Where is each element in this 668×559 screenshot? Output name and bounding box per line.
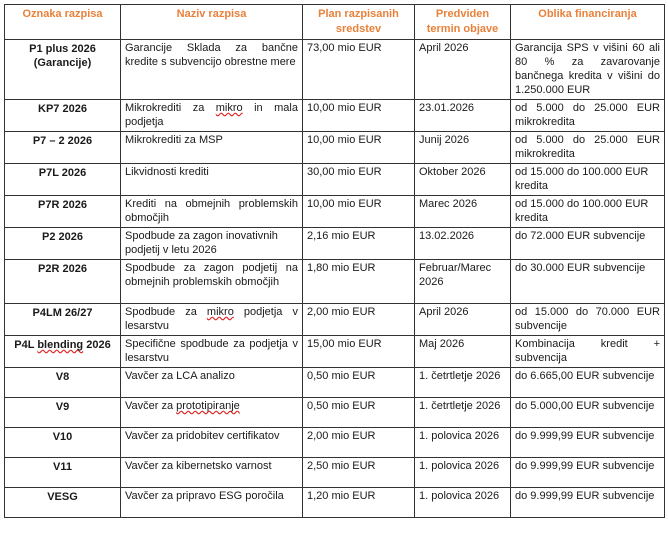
table-row bbox=[5, 260, 665, 304]
cell-form: do 5.000,00 EUR subvencije bbox=[511, 398, 665, 428]
cell-name: Vavčer za prototipiranje bbox=[121, 398, 303, 428]
cell-form: do 9.999,99 EUR subvencije bbox=[511, 458, 665, 488]
header-name: Naziv razpisa bbox=[121, 5, 303, 40]
cell-term: Februar/Marec 2026 bbox=[415, 260, 511, 304]
cell-code: P2R 2026 bbox=[5, 260, 121, 304]
cell-code: V10 bbox=[5, 428, 121, 458]
cell-name: Krediti na obmejnih problemskih območjih bbox=[121, 196, 303, 228]
cell-code: VESG bbox=[5, 488, 121, 518]
cell-form: do 6.665,00 EUR subvencije bbox=[511, 368, 665, 398]
cell-plan: 10,00 mio EUR bbox=[303, 196, 415, 228]
cell-name: Vavčer za pripravo ESG poročila bbox=[121, 488, 303, 518]
cell-code: V8 bbox=[5, 368, 121, 398]
cell-name: Garancije Sklada za bančne kredite s subvencijo obrestne mere bbox=[121, 40, 303, 100]
cell-term: Marec 2026 bbox=[415, 196, 511, 228]
cell-plan: 10,00 mio EUR bbox=[303, 100, 415, 132]
cell-form: do 30.000 EUR subvencije bbox=[511, 260, 665, 304]
cell-term: 13.02.2026 bbox=[415, 228, 511, 260]
spellcheck-mark: mikro bbox=[215, 102, 243, 114]
cell-plan: 1,80 mio EUR bbox=[303, 260, 415, 304]
cell-code: P2 2026 bbox=[5, 228, 121, 260]
cell-name: Vavčer za pridobitev certifikatov bbox=[121, 428, 303, 458]
cell-plan: 15,00 mio EUR bbox=[303, 336, 415, 368]
cell-name: Spodbude za zagon inovativnih podjetij v letu 2026 bbox=[121, 228, 303, 260]
cell-plan: 2,50 mio EUR bbox=[303, 458, 415, 488]
header-plan: Plan razpisanih sredstev bbox=[303, 5, 415, 40]
table-row bbox=[5, 40, 665, 100]
cell-term: Junij 2026 bbox=[415, 132, 511, 164]
cell-plan: 0,50 mio EUR bbox=[303, 368, 415, 398]
table-row bbox=[5, 398, 665, 428]
table-row bbox=[5, 132, 665, 164]
table-row bbox=[5, 196, 665, 228]
cell-name: Likvidnosti krediti bbox=[121, 164, 303, 196]
table-row bbox=[5, 164, 665, 196]
header-term: Predviden termin objave bbox=[415, 5, 511, 40]
cell-term: 1. polovica 2026 bbox=[415, 428, 511, 458]
cell-code: P7L 2026 bbox=[5, 164, 121, 196]
cell-form: do 72.000 EUR subvencije bbox=[511, 228, 665, 260]
cell-code: P4L blending 2026 bbox=[5, 336, 121, 368]
financing-calls-table bbox=[4, 4, 665, 518]
table-row bbox=[5, 488, 665, 518]
cell-name: Mikrokrediti za MSP bbox=[121, 132, 303, 164]
cell-form: od 5.000 do 25.000 EUR mikrokredita bbox=[511, 132, 665, 164]
spellcheck-mark: prototipiranje bbox=[176, 400, 240, 412]
cell-form: do 9.999,99 EUR subvencije bbox=[511, 488, 665, 518]
table-row bbox=[5, 458, 665, 488]
cell-name: Vavčer za LCA analizo bbox=[121, 368, 303, 398]
header-row bbox=[5, 5, 665, 40]
spellcheck-mark: mikro bbox=[206, 306, 234, 318]
cell-plan: 0,50 mio EUR bbox=[303, 398, 415, 428]
cell-code: P7 – 2 2026 bbox=[5, 132, 121, 164]
cell-plan: 10,00 mio EUR bbox=[303, 132, 415, 164]
table-row bbox=[5, 336, 665, 368]
table-row bbox=[5, 100, 665, 132]
cell-term: Maj 2026 bbox=[415, 336, 511, 368]
header-form: Oblika financiranja bbox=[511, 5, 665, 40]
table-row bbox=[5, 228, 665, 260]
cell-name: Spodbude za mikro podjetja v lesarstvu bbox=[121, 304, 303, 336]
cell-code: KP7 2026 bbox=[5, 100, 121, 132]
cell-form: od 5.000 do 25.000 EUR mikrokredita bbox=[511, 100, 665, 132]
cell-form: do 9.999,99 EUR subvencije bbox=[511, 428, 665, 458]
cell-term: Oktober 2026 bbox=[415, 164, 511, 196]
cell-name: Spodbude za zagon podjetij na obmejnih problemskih območjih bbox=[121, 260, 303, 304]
cell-form: Garancija SPS v višini 60 ali 80 % za zavarovanje bančnega kredita v višini do 1.250.000 EUR bbox=[511, 40, 665, 100]
cell-name: Mikrokrediti za mikro in mala podjetja bbox=[121, 100, 303, 132]
cell-code: P7R 2026 bbox=[5, 196, 121, 228]
cell-term: April 2026 bbox=[415, 40, 511, 100]
cell-term: 1. polovica 2026 bbox=[415, 488, 511, 518]
cell-form: Kombinacija kredit + subvencija bbox=[511, 336, 665, 368]
cell-plan: 73,00 mio EUR bbox=[303, 40, 415, 100]
cell-plan: 30,00 mio EUR bbox=[303, 164, 415, 196]
cell-plan: 2,00 mio EUR bbox=[303, 304, 415, 336]
cell-code: V9 bbox=[5, 398, 121, 428]
cell-plan: 2,00 mio EUR bbox=[303, 428, 415, 458]
header-code: Oznaka razpisa bbox=[5, 5, 121, 40]
table-row bbox=[5, 368, 665, 398]
cell-code: P1 plus 2026 (Garancije) bbox=[5, 40, 121, 100]
cell-code: V11 bbox=[5, 458, 121, 488]
cell-term: April 2026 bbox=[415, 304, 511, 336]
table-row bbox=[5, 304, 665, 336]
cell-term: 1. četrtletje 2026 bbox=[415, 368, 511, 398]
table-row bbox=[5, 428, 665, 458]
cell-plan: 1,20 mio EUR bbox=[303, 488, 415, 518]
cell-form: od 15.000 do 100.000 EUR kredita bbox=[511, 164, 665, 196]
spellcheck-mark: blending bbox=[37, 339, 84, 351]
cell-term: 1. četrtletje 2026 bbox=[415, 398, 511, 428]
cell-code: P4LM 26/27 bbox=[5, 304, 121, 336]
cell-name: Vavčer za kibernetsko varnost bbox=[121, 458, 303, 488]
cell-form: od 15.000 do 100.000 EUR kredita bbox=[511, 196, 665, 228]
cell-plan: 2,16 mio EUR bbox=[303, 228, 415, 260]
cell-form: od 15.000 do 70.000 EUR subvencije bbox=[511, 304, 665, 336]
cell-term: 23.01.2026 bbox=[415, 100, 511, 132]
cell-term: 1. polovica 2026 bbox=[415, 458, 511, 488]
cell-name: Specifične spodbude za podjetja v lesarstvu bbox=[121, 336, 303, 368]
